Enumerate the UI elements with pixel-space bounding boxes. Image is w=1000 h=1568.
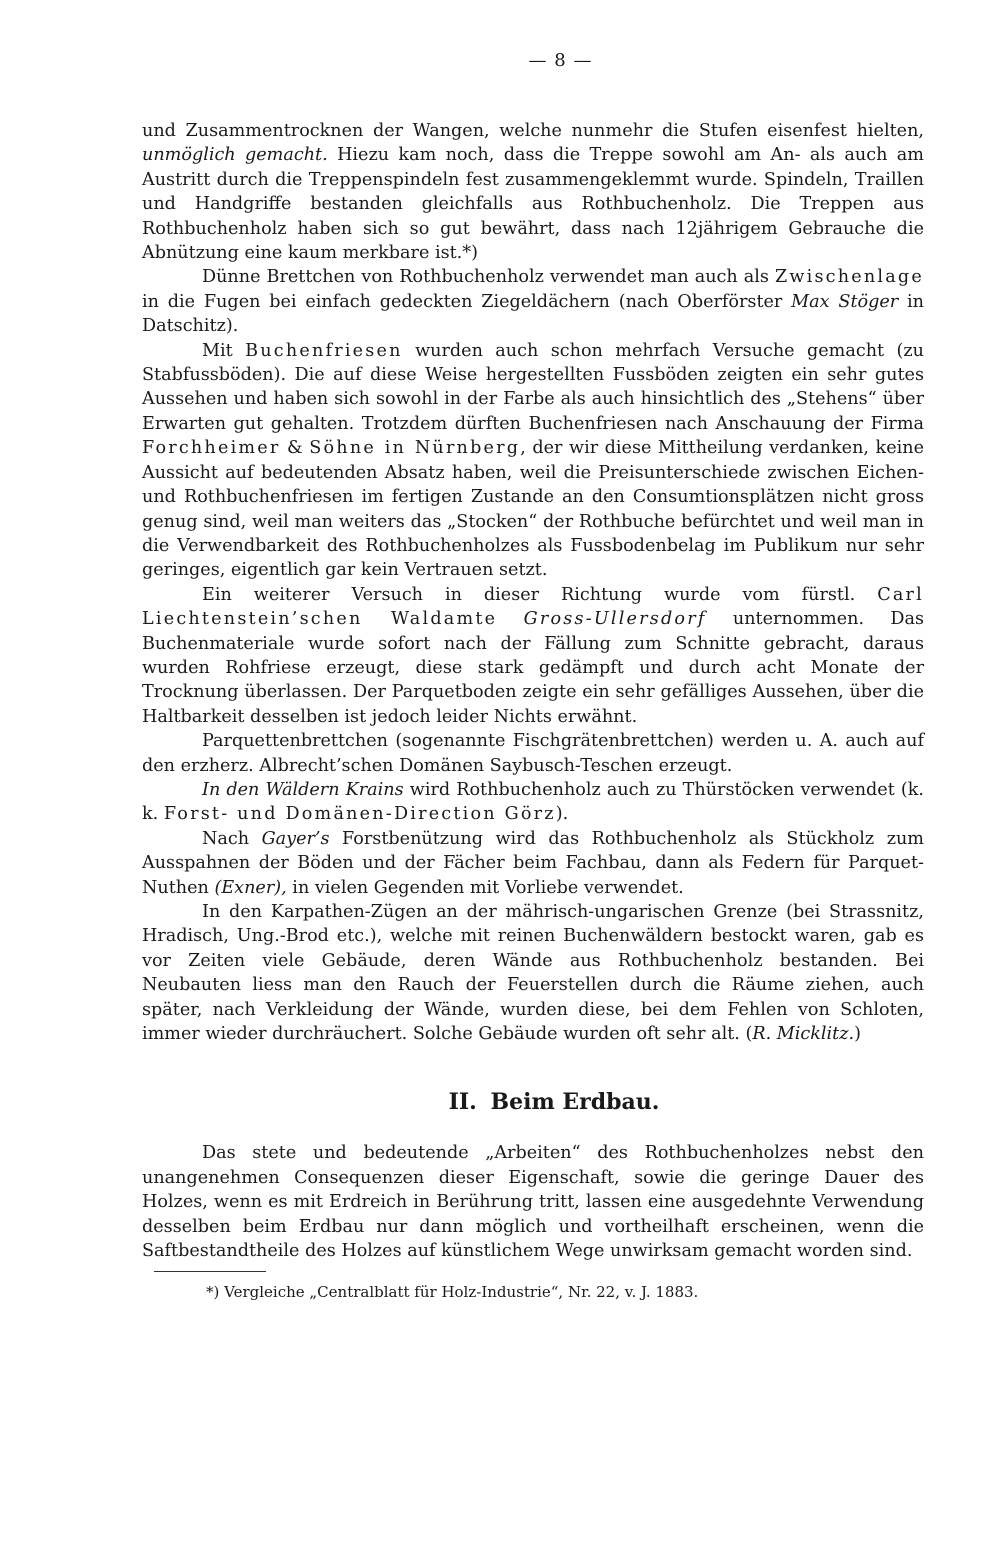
section-heading <box>142 1088 924 1116</box>
text-segment: ) <box>854 1024 861 1045</box>
paragraph <box>142 729 924 778</box>
text-segment: Nach <box>202 828 262 849</box>
paragraph <box>142 900 924 1046</box>
text-segment: ). <box>555 804 569 825</box>
text-segment: Hiezu kam noch, dass die Treppe sowohl am An- als auch am Austritt durch die Treppenspindeln fest zusammengeklemmt wurde. Spindeln, Traillen und Handgriffe bestanden gleichfalls aus Rothbuchenholz. Die Treppen aus Rothbuchenholz haben sich so gut bewährt, dass nach 12jährigem Gebrauche die Abnützung eine kaum merkbare ist.*) <box>142 145 924 264</box>
paragraph <box>142 778 924 827</box>
text-segment: wird Rothbuchenholz auch zu Thürstöcken verwendet (k. k. <box>142 779 924 825</box>
text-segment: unmöglich gemacht. <box>142 145 328 166</box>
section-text <box>142 1141 924 1263</box>
text-segment: Ein weiterer Versuch in dieser Richtung wurde vom fürstl. <box>202 584 878 605</box>
section-title: Beim Erdbau. <box>490 1089 660 1116</box>
text-segment: in die Fugen bei einfach gedeckten Ziegeldächern (nach Oberförster <box>142 291 792 312</box>
text-segment: R. Micklitz. <box>752 1024 855 1045</box>
section-numeral: II. <box>448 1089 477 1116</box>
text-segment: Max Stöger <box>791 291 899 312</box>
text-segment: Forstbenützung wird das Rothbuchenholz als Stückholz zum Ausspahnen der Böden und der Fächer beim Fachbau, dann als Federn für Parquet-Nuthen <box>142 828 924 898</box>
text-segment: In den Wäldern Krains <box>202 779 404 800</box>
text-segment: Forchheimer <box>142 438 281 459</box>
text-segment: Parquettenbrettchen (sogenannte Fischgrätenbrettchen) werden u. A. auch auf den erzherz. Albrecht’schen Domänen Saybusch-Teschen erzeugt. <box>142 731 924 776</box>
text-segment: unternommen. Das Buchenmateriale wurde sofort nach der Fällung zum Schnitte gebracht, daraus wurden Rohfriese erzeugt, diese stark gedämpft und durch acht Monate der Trocknung überlassen. Der Parquetboden zeigte ein sehr gefälliges Aussehen, über die Haltbarkeit desselben ist jedoch leider Nichts erwähnt. <box>142 609 924 727</box>
paragraph <box>142 583 924 729</box>
paragraph <box>142 1141 924 1263</box>
paragraph <box>142 265 924 338</box>
page-number: — 8 — <box>528 50 593 71</box>
text-segment: Söhne in Nürnberg <box>309 438 521 459</box>
text-segment: Gayer’s <box>261 828 330 849</box>
footnote-rule <box>154 1271 266 1272</box>
text-segment: in Datschitz). <box>142 291 924 337</box>
text-segment: Buchenfriesen <box>245 340 403 361</box>
text-segment <box>497 609 523 629</box>
text-segment: In den Karpathen-Zügen an der mährisch-ungarischen Grenze (bei Strassnitz, Hradisch, Ung.-Brod etc.), welche mit reinen Buchenwäldern bestockt waren, gab es vor Zeiten viele Gebäude, deren Wände aus Rothbuchenholz bestanden. Bei Neubauten liess man den Rauch der Feuerstellen durch die Räume ziehen, auch später, nach Verkleidung der Wände, wurden diese, bei dem Fehlen von Schloten, immer wieder durchräuchert. Solche Gebäude wurden oft sehr alt. ( <box>142 902 924 1045</box>
text-segment: Dünne Brettchen von Rothbuchenholz verwendet man auch als <box>202 267 775 288</box>
paragraph <box>142 827 924 900</box>
main-text <box>142 119 924 1046</box>
text-segment: wurden auch schon mehrfach Versuche gemacht (zu Stabfussböden). Die auf diese Weise hergestellten Fussböden zeigten ein sehr gutes Aussehen und haben sich sowohl in der Farbe als auch hinsichtlich des „Stehens“ über Erwarten gut gehalten. Trotzdem dürften Buchenfriesen nach Anschauung der Firma <box>142 340 924 434</box>
paragraph <box>142 119 924 265</box>
text-segment: Gross-Ullersdorf <box>523 609 707 630</box>
text-segment: Forst- und Domänen-Direction Görz <box>163 804 556 825</box>
text-segment: Mit <box>202 340 246 361</box>
paragraph <box>142 339 924 583</box>
text-segment: & <box>280 438 310 459</box>
text-segment: , der wir diese Mittheilung verdanken, keine Aussicht auf bedeutenden Absatz haben, weil die Preisunterschiede zwischen Eichen- und Rothbuchenfriesen im fertigen Zustande an den Consumtionsplätzen nicht gross genug sind, weil man weiters das „Stocken“ der Rothbuche befürchtet und weil man in die Verwendbarkeit des Rothbuchenholzes als Fussbodenbelag im Publikum nur sehr geringes, eigentlich gar kein Vertrauen setzt. <box>142 438 924 581</box>
text-segment: in vielen Gegenden mit Vorliebe verwendet. <box>286 877 684 898</box>
text-segment: Das stete und bedeutende „Arbeiten“ des Rothbuchenholzes nebst den unangenehmen Consequenzen dieser Eigenschaft, sowie die geringe Dauer des Holzes, wenn es mit Erdreich in Berührung tritt, lassen eine ausgedehnte Verwendung desselben beim Erdbau nur dann möglich und vortheilhaft erscheinen, wenn die Saftbestandtheile des Holzes auf künstlichem Wege unwirksam gemacht worden sind. <box>142 1143 924 1262</box>
text-segment: Zwischenlage <box>774 267 924 288</box>
text-segment: und Zusammentrocknen der Wangen, welche nunmehr die Stufen eisenfest hielten, <box>142 121 924 141</box>
text-segment: Carl Liechtenstein’schen Waldamte <box>142 584 924 630</box>
text-segment: (Exner), <box>214 877 287 898</box>
footnote: *) Vergleiche „Centralblatt für Holz-Industrie“, Nr. 22, v. J. 1883. <box>206 1283 699 1302</box>
